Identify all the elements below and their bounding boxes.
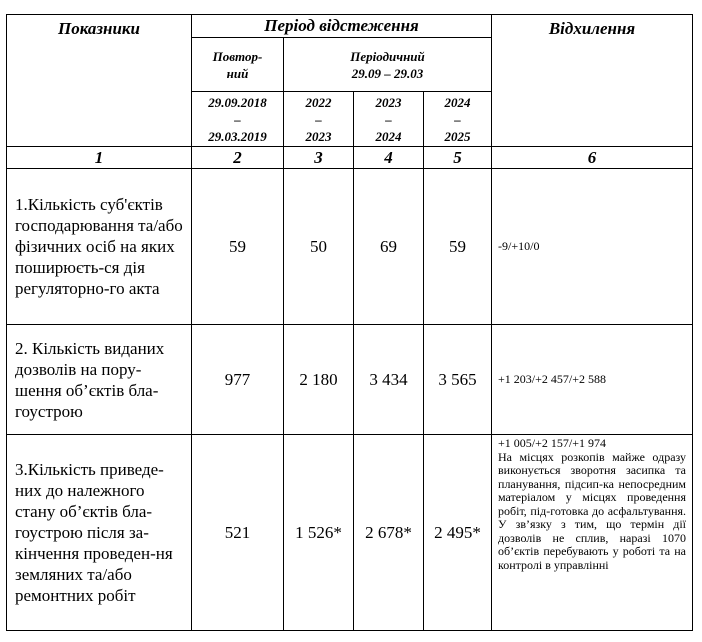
value-cell: 977 xyxy=(192,325,284,435)
value-cell: 3 565 xyxy=(424,325,492,435)
indicators-table xyxy=(6,14,693,631)
repeated-dates: 29.09.2018 – 29.03.2019 xyxy=(192,92,284,147)
value-cell: 1 526* xyxy=(284,435,354,631)
column-number: 3 xyxy=(284,147,354,169)
value-cell: 3 434 xyxy=(354,325,424,435)
periodic-label: Періодичний xyxy=(350,48,425,64)
indicator-cell: 3.Кількість приведе-них до належного стану об’єктів бла-гоустрою після за-кінчення проведен-ня земляних та/або ремонтних робіт xyxy=(7,435,192,631)
column-number: 4 xyxy=(354,147,424,169)
value-cell: 521 xyxy=(192,435,284,631)
column-number: 2 xyxy=(192,147,284,169)
column-number: 1 xyxy=(7,147,192,169)
deviation-values: +1 005/+2 157/+1 974 xyxy=(498,436,606,450)
deviation-cell: -9/+10/0 xyxy=(492,169,693,325)
value-cell: 69 xyxy=(354,169,424,325)
table-row xyxy=(7,435,693,631)
value-cell: 50 xyxy=(284,169,354,325)
indicator-cell: 1.Кількість суб'єктів господарювання та/або фізичних осіб на яких поширюєть-ся дія регуляторно-го акта xyxy=(7,169,192,325)
tracking-period-header: Період відстеження xyxy=(192,15,492,38)
periodic-header xyxy=(284,38,492,92)
periodic-range: 29.09 – 29.03 xyxy=(351,65,424,81)
deviation-cell: +1 203/+2 457/+2 588 xyxy=(492,325,693,435)
column-number: 5 xyxy=(424,147,492,169)
table-row xyxy=(7,169,693,325)
column-number: 6 xyxy=(492,147,693,169)
value-cell: 59 xyxy=(424,169,492,325)
deviation-header: Відхилення xyxy=(492,15,693,147)
value-cell: 2 495* xyxy=(424,435,492,631)
value-cell: 2 180 xyxy=(284,325,354,435)
period-2022-2023: 2022 – 2023 xyxy=(284,92,354,147)
indicators-header: Показники xyxy=(7,15,192,147)
deviation-cell xyxy=(492,435,693,631)
value-cell: 59 xyxy=(192,169,284,325)
table-row xyxy=(7,325,693,435)
indicator-cell: 2. Кількість виданих дозволів на пору-шення об’єктів бла-гоустрою xyxy=(7,325,192,435)
period-2024-2025: 2024 – 2025 xyxy=(424,92,492,147)
period-2023-2024: 2023 – 2024 xyxy=(354,92,424,147)
repeated-header: Повтор- ний xyxy=(192,38,284,92)
value-cell: 2 678* xyxy=(354,435,424,631)
deviation-note: На місцях розкопів майже одразу виконується зворотня засипка та планування, підсип-ка непосредним матеріалом у місцях проведення робіт, під-готовка до асфальтування. У зв’язку з тим, що термін дії дозволів не сплив, наразі 1070 об’єктів перебувають у роботі та на контролі в управлінні xyxy=(498,449,687,572)
